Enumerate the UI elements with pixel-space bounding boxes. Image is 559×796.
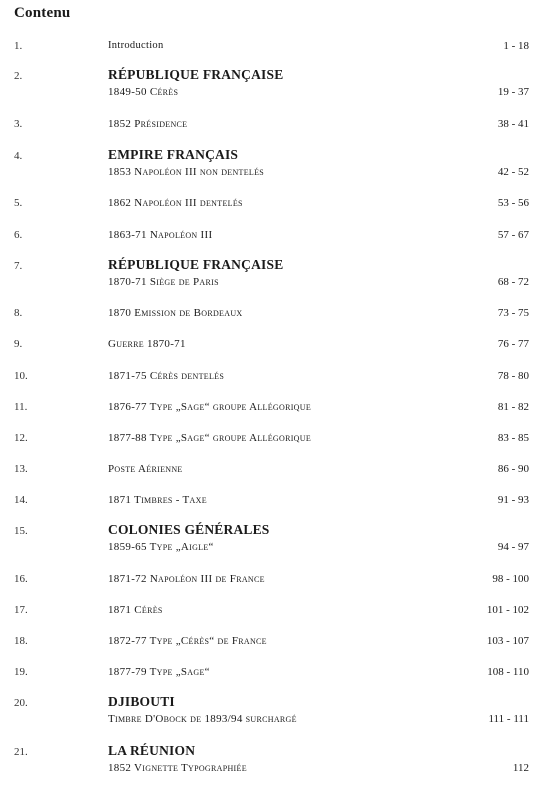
page-range: 57 - 67: [497, 229, 529, 241]
entry-title: 1870 Emission de Bordeaux: [108, 307, 243, 319]
entry-title: 1862 Napoléon III dentelés: [108, 197, 243, 209]
section-heading: EMPIRE FRANÇAIS: [108, 147, 239, 162]
section-heading: COLONIES GÉNÉRALES: [108, 522, 270, 537]
toc-entry: [0, 147, 559, 187]
entry-title: 1876-77 Type „Sage“ groupe Allégorique: [108, 401, 312, 413]
toc-entry: [0, 195, 559, 215]
entry-title: Timbre D'Obock de 1893/94 surchargé: [108, 713, 297, 725]
entry-number: 7.: [14, 260, 23, 272]
entry-number: 12.: [14, 432, 28, 444]
entry-title: 1877-79 Type „Sage“: [108, 666, 210, 678]
entry-number: 2.: [14, 70, 23, 82]
toc-entry: [0, 522, 559, 562]
entry-title: 1871 Timbres - Taxe: [108, 494, 207, 506]
toc-entry: [0, 305, 559, 325]
page-title: Contenu: [14, 5, 71, 21]
page-range: 68 - 72: [497, 276, 529, 288]
entry-title: 1871 Cérès: [108, 604, 163, 616]
entry-title: 1852 Présidence: [108, 118, 188, 130]
entry-title: Introduction: [108, 40, 164, 51]
toc-entry: [0, 664, 559, 684]
page-range: 76 - 77: [497, 338, 529, 350]
entry-title: 1870-71 Siège de Paris: [108, 276, 219, 288]
page-range: 111 - 111: [488, 713, 529, 725]
entry-number: 16.: [14, 573, 28, 585]
toc-entry: [0, 67, 559, 107]
entry-number: 1.: [14, 40, 23, 52]
page-range: 101 - 102: [486, 604, 529, 616]
toc-entry: [0, 602, 559, 622]
entry-number: 17.: [14, 604, 28, 616]
entry-title: 1872-77 Type „Cérès“ de France: [108, 635, 267, 647]
page-range: 98 - 100: [492, 573, 529, 585]
page-range: 81 - 82: [497, 401, 529, 413]
section-heading: RÉPUBLIQUE FRANÇAISE: [108, 257, 284, 272]
toc-entry: [0, 38, 559, 58]
toc-entry: [0, 368, 559, 388]
entry-number: 3.: [14, 118, 23, 130]
page-range: 108 - 110: [487, 666, 529, 678]
section-heading: DJIBOUTI: [108, 694, 175, 709]
toc-entry: [0, 430, 559, 450]
toc-entry: [0, 116, 559, 136]
entry-title: 1877-88 Type „Sage“ groupe Allégorique: [108, 432, 312, 444]
page-range: 73 - 75: [497, 307, 529, 319]
page-range: 83 - 85: [497, 432, 529, 444]
entry-number: 9.: [14, 338, 23, 350]
toc-entry: [0, 743, 559, 783]
entry-number: 20.: [14, 697, 28, 709]
page-range: 86 - 90: [497, 463, 529, 475]
toc-entry: [0, 336, 559, 356]
toc-entry: [0, 571, 559, 591]
page-range: 91 - 93: [497, 494, 529, 506]
entry-number: 10.: [14, 370, 28, 382]
entry-title: 1859-65 Type „Aigle“: [108, 541, 214, 553]
entry-number: 6.: [14, 229, 23, 241]
section-heading: LA RÉUNION: [108, 743, 196, 758]
entry-number: 8.: [14, 307, 23, 319]
entry-number: 21.: [14, 746, 28, 758]
page-range: 42 - 52: [497, 166, 529, 178]
entry-number: 15.: [14, 525, 28, 537]
page-range: 1 - 18: [503, 40, 529, 52]
toc-entry: [0, 257, 559, 297]
section-heading: RÉPUBLIQUE FRANÇAISE: [108, 67, 284, 82]
entry-title: 1853 Napoléon III non dentelés: [108, 166, 265, 178]
entry-number: 5.: [14, 197, 23, 209]
toc-entry: [0, 633, 559, 653]
page-range: 94 - 97: [497, 541, 529, 553]
entry-title: 1871-75 Cérès dentelés: [108, 370, 225, 382]
entry-title: 1849-50 Cérès: [108, 86, 179, 98]
entry-number: 13.: [14, 463, 28, 475]
entry-number: 4.: [14, 150, 23, 162]
entry-title: Poste Aérienne: [108, 463, 183, 475]
toc-entry: [0, 227, 559, 247]
entry-title: 1852 Vignette Typographiée: [108, 762, 247, 774]
page-range: 19 - 37: [497, 86, 529, 98]
entry-number: 11.: [14, 401, 28, 413]
entry-title: 1863-71 Napoléon III: [108, 229, 213, 241]
page-range: 112: [512, 762, 529, 774]
toc-entry: [0, 461, 559, 481]
page-range: 38 - 41: [497, 118, 529, 130]
toc-entry: [0, 694, 559, 734]
toc-entry: [0, 492, 559, 512]
page-range: 53 - 56: [497, 197, 529, 209]
entry-title: 1871-72 Napoléon III de France: [108, 573, 265, 585]
page-range: 78 - 80: [497, 370, 529, 382]
page-range: 103 - 107: [486, 635, 529, 647]
toc-entry: [0, 399, 559, 419]
entry-number: 19.: [14, 666, 28, 678]
entry-number: 18.: [14, 635, 28, 647]
entry-number: 14.: [14, 494, 28, 506]
entry-title: Guerre 1870-71: [108, 338, 186, 350]
